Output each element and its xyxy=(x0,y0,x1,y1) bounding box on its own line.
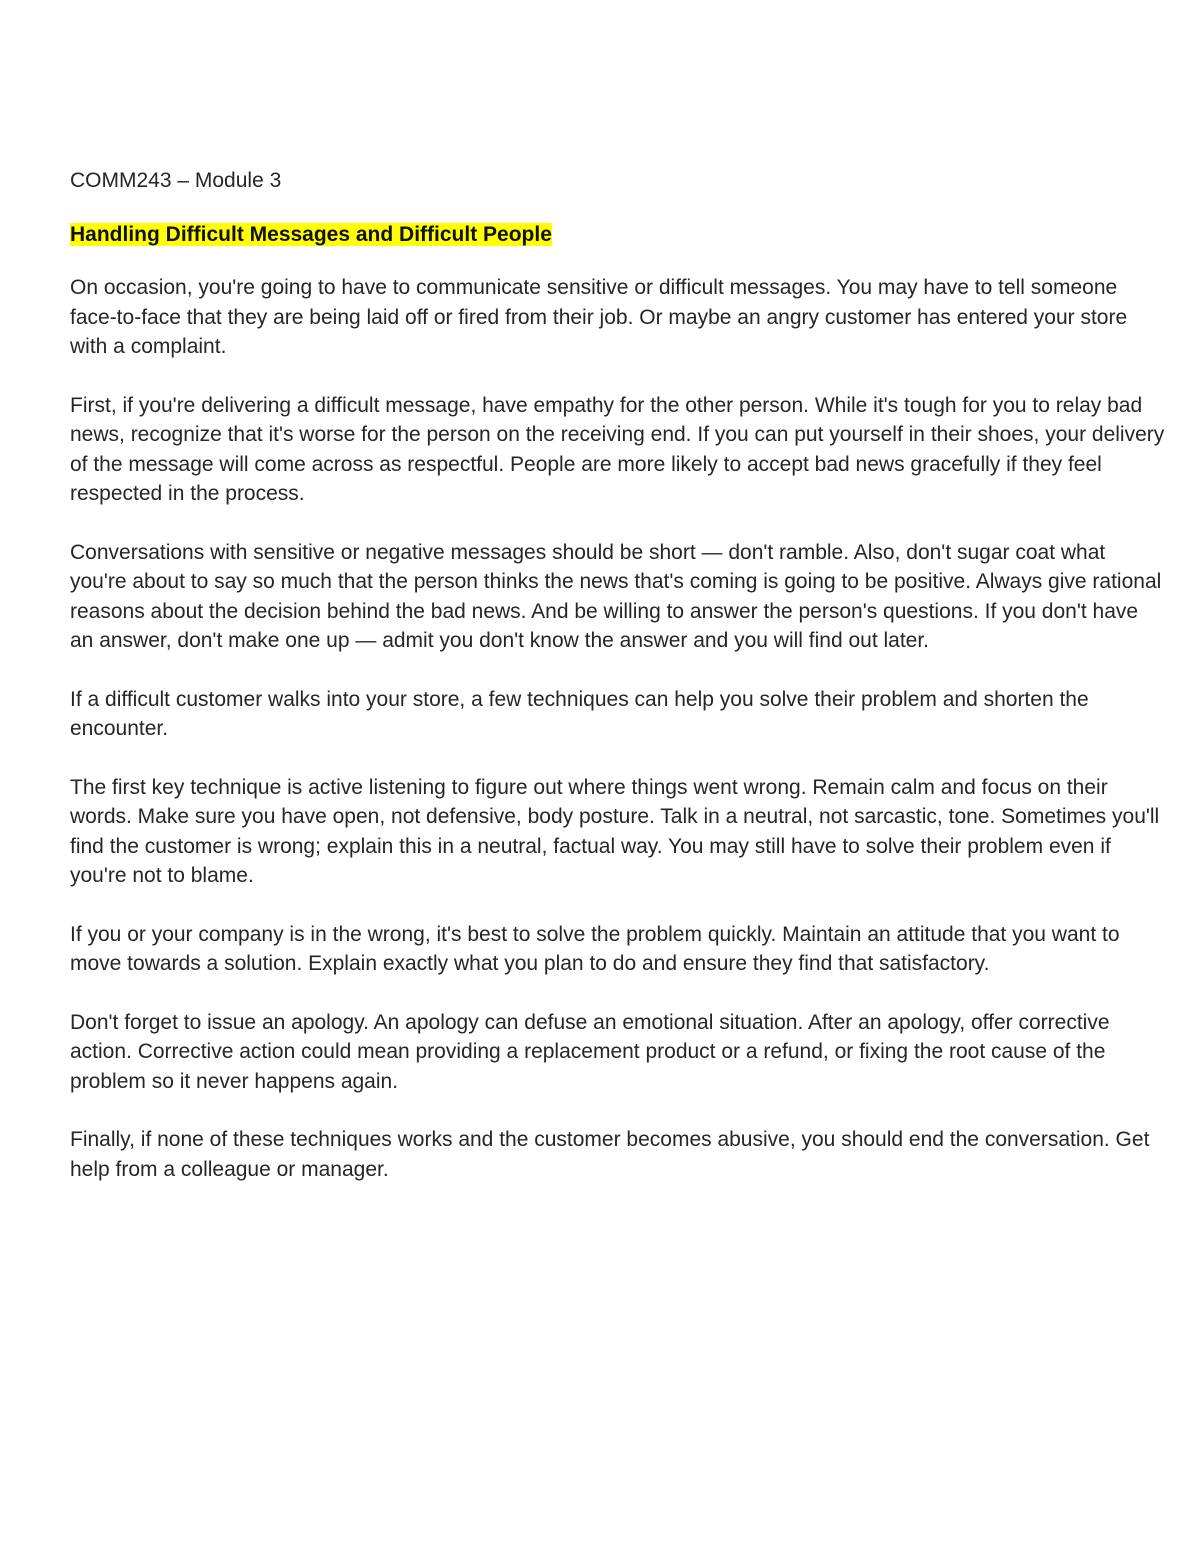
course-module-line: COMM243 – Module 3 xyxy=(70,169,282,192)
paragraph-empathy: First, if you're delivering a difficult message, have empathy for the other person. While it's tough for you to relay bad news, recognize that it's worse for the person on the receiving end. If you can put yourself in their shoes, your delivery of the message will come across as respectful. People are more likely to accept bad news gracefully if they feel respected in the process. xyxy=(70,393,1165,505)
paragraph-difficult-customer: If a difficult customer walks into your store, a few techniques can help you solve their problem and shorten the encounter. xyxy=(70,687,1089,740)
paragraph-short-conversations: Conversations with sensitive or negative messages should be short — don't ramble. Also, don't sugar coat what you're about to say so much that the person thinks the news that's coming is going to be positive. Always give rational reasons about the decision behind the bad news. And be willing to answer the person's questions. If you don't have an answer, don't make one up — admit you don't know the answer and you will find out later. xyxy=(70,540,1162,652)
document-title xyxy=(70,220,1165,250)
document-body xyxy=(70,166,1165,1213)
paragraph-active-listening: The first key technique is active listening to figure out where things went wrong. Remain calm and focus on their words. Make sure you have open, not defensive, body posture. Talk in a neutral, not sarcastic, tone. Sometimes you'll find the customer is wrong; explain this in a neutral, factual way. You may still have to solve their problem even if you're not to blame. xyxy=(70,775,1160,887)
paragraph-apology: Don't forget to issue an apology. An apology can defuse an emotional situation. After an apology, offer corrective action. Corrective action could mean providing a replacement product or a refund, or fixing the root cause of the problem so it never happens again. xyxy=(70,1010,1110,1093)
highlighted-title-text: Handling Difficult Messages and Difficult People xyxy=(70,222,552,246)
paragraph-company-wrong: If you or your company is in the wrong, it's best to solve the problem quickly. Maintain an attitude that you want to move towards a solution. Explain exactly what you plan to do and ensure they find that satisfactory. xyxy=(70,922,1120,975)
paragraph-end-conversation: Finally, if none of these techniques works and the customer becomes abusive, you should end the conversation. Get help from a colleague or manager. xyxy=(70,1128,1150,1181)
paragraph-intro: On occasion, you're going to have to communicate sensitive or difficult messages. You may have to tell someone face-to-face that they are being laid off or fired from their job. Or maybe an angry customer has entered your store with a complaint. xyxy=(70,276,1128,358)
